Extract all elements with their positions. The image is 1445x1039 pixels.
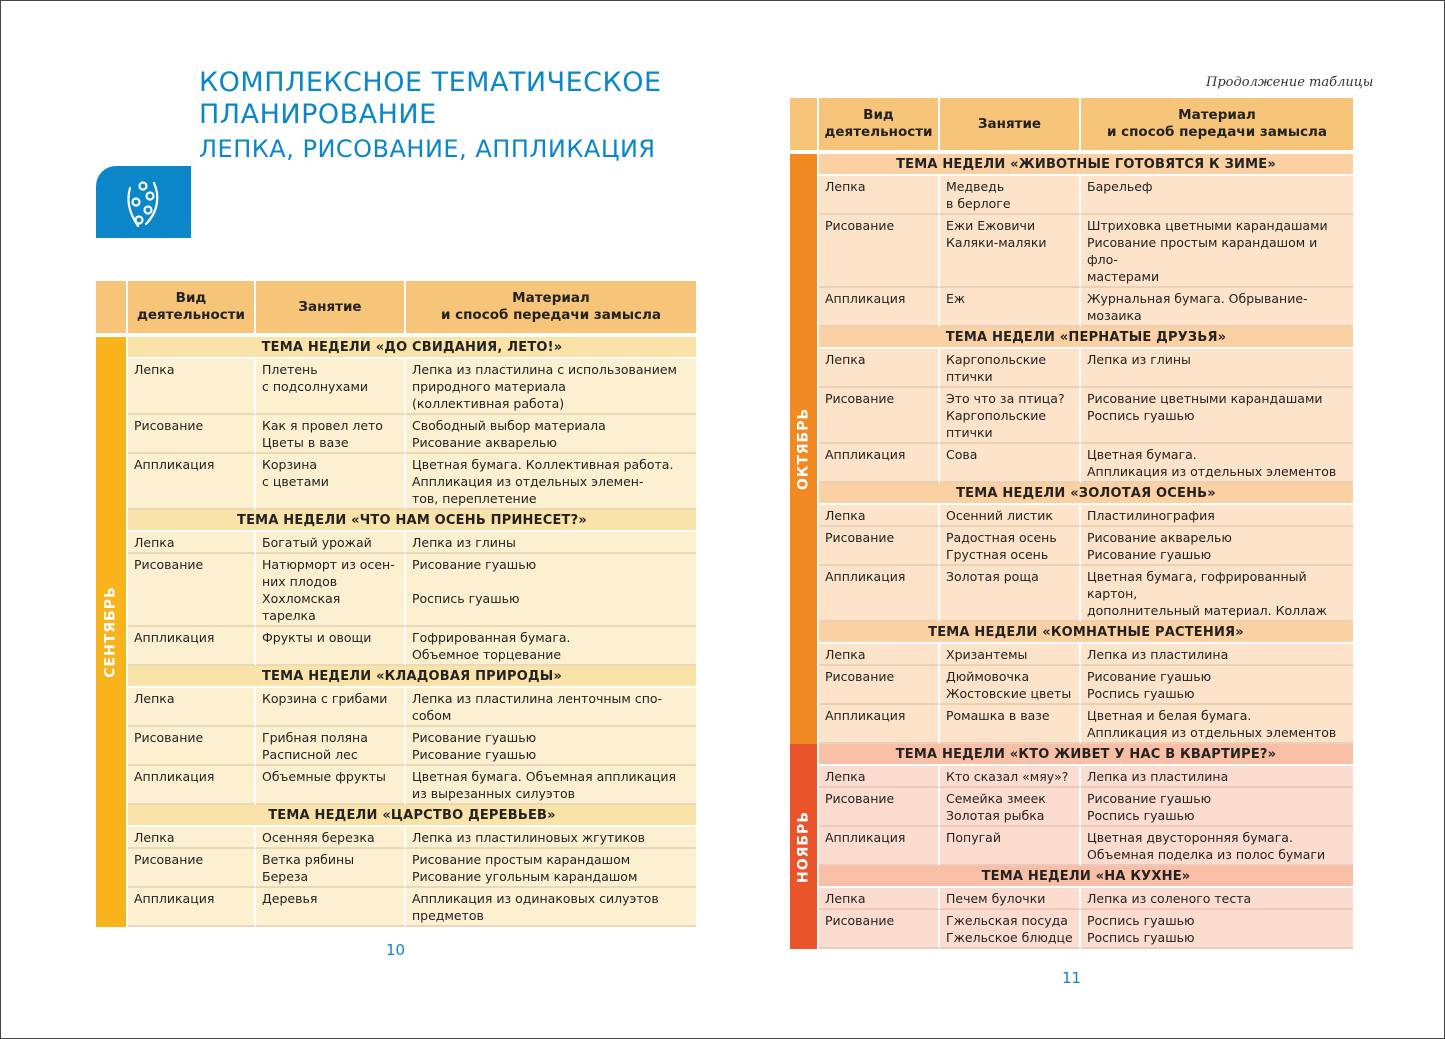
header-blank-cell (96, 281, 128, 333)
lesson-cell: Корзина с грибами (256, 688, 406, 727)
table-row (96, 532, 696, 554)
activity-cell: Рисование (819, 666, 940, 705)
material-cell: Цветная двусторонняя бумага. Объемная поделка из полос бумаги (1081, 827, 1353, 866)
header-lesson: Занятие (256, 281, 406, 333)
table-row (96, 454, 696, 510)
month-label: НОЯБРЬ (795, 810, 811, 883)
table-row (790, 505, 1353, 527)
activity-cell: Аппликация (128, 766, 256, 805)
lesson-cell: Это что за птица? Каргопольские птички (940, 388, 1081, 444)
activity-cell: Аппликация (819, 288, 940, 327)
activity-cell: Рисование (819, 215, 940, 288)
week-theme: ТЕМА НЕДЕЛИ «ДО СВИДАНИЯ, ЛЕТО!» (128, 337, 696, 359)
week-theme: ТЕМА НЕДЕЛИ «КЛАДОВАЯ ПРИРОДЫ» (128, 666, 696, 688)
material-cell: Лепка из глины (406, 532, 696, 554)
lesson-cell: Осенний листик (940, 505, 1081, 527)
lesson-cell: Кто сказал «мяу»? (940, 766, 1081, 788)
continuation-note: Продолжение таблицы (1206, 75, 1374, 90)
lesson-cell: Ветка рябины Береза (256, 849, 406, 888)
material-cell: Штриховка цветными карандашами Рисование простым карандашом и фло- мастерами (1081, 215, 1353, 288)
lesson-cell: Радостная осень Грустная осень (940, 527, 1081, 566)
table-row (790, 666, 1353, 705)
activity-cell: Рисование (819, 910, 940, 949)
activity-cell: Рисование (128, 727, 256, 766)
lesson-cell: Сова (940, 444, 1081, 483)
lesson-cell: Еж (940, 288, 1081, 327)
activity-cell: Аппликация (819, 444, 940, 483)
table-row (790, 349, 1353, 388)
lesson-cell: Осенняя березка (256, 827, 406, 849)
theme-row (96, 666, 696, 688)
activity-cell: Аппликация (128, 888, 256, 927)
title-line-2: ПЛАНИРОВАНИЕ (199, 99, 437, 130)
material-cell: Лепка из пластилина (1081, 644, 1353, 666)
material-cell: Цветная бумага. Аппликация из отдельных элементов (1081, 444, 1353, 483)
table-row (96, 415, 696, 454)
month-label: ОКТЯБРЬ (795, 407, 811, 491)
material-cell: Цветная бумага. Объемная аппликация из вырезанных силуэтов (406, 766, 696, 805)
lesson-cell: Деревья (256, 888, 406, 927)
theme-row (790, 866, 1353, 888)
material-cell: Цветная бумага. Коллективная работа. Аппликация из отдельных элемен- тов, переплетение (406, 454, 696, 510)
lesson-cell: Дюймовочка Жостовские цветы (940, 666, 1081, 705)
week-theme: ТЕМА НЕДЕЛИ «ЦАРСТВО ДЕРЕВЬЕВ» (128, 805, 696, 827)
lesson-cell: Объемные фрукты (256, 766, 406, 805)
table-row (96, 827, 696, 849)
table-row (96, 627, 696, 666)
material-cell: Рисование акварелью Рисование гуашью (1081, 527, 1353, 566)
theme-row (96, 805, 696, 827)
lesson-cell: Грибная поляна Расписной лес (256, 727, 406, 766)
activity-cell: Лепка (819, 505, 940, 527)
material-cell: Цветная бумага, гофрированный картон, дополнительный материал. Коллаж (1081, 566, 1353, 622)
month-label-cell (790, 744, 819, 949)
month-label-cell (790, 154, 819, 744)
week-theme: ТЕМА НЕДЕЛИ «ПЕРНАТЫЕ ДРУЗЬЯ» (819, 327, 1353, 349)
activity-cell: Лепка (819, 888, 940, 910)
lesson-cell: Медведь в берлоге (940, 176, 1081, 215)
table-row (96, 849, 696, 888)
lesson-cell: Печем булочки (940, 888, 1081, 910)
material-cell: Лепка из пластилиновых жгутиков (406, 827, 696, 849)
header-lesson: Занятие (940, 98, 1081, 150)
activity-cell: Рисование (128, 554, 256, 627)
material-cell: Свободный выбор материала Рисование акварелью (406, 415, 696, 454)
material-cell: Лепка из пластилина с использованием природного материала (коллективная работа) (406, 359, 696, 415)
left-plan-table (96, 281, 696, 927)
lesson-cell: Семейка змеек Золотая рыбка (940, 788, 1081, 827)
material-cell: Рисование гуашью Роспись гуашью (1081, 788, 1353, 827)
week-theme: ТЕМА НЕДЕЛИ «НА КУХНЕ» (819, 866, 1353, 888)
table-row (790, 444, 1353, 483)
chain-ornament-icon (124, 178, 164, 228)
page-subtitle: ЛЕПКА, РИСОВАНИЕ, АППЛИКАЦИЯ (199, 135, 656, 163)
right-plan-table (790, 98, 1353, 949)
activity-cell: Аппликация (128, 454, 256, 510)
activity-cell: Аппликация (819, 827, 940, 866)
activity-cell: Аппликация (128, 627, 256, 666)
week-theme: ТЕМА НЕДЕЛИ «ЖИВОТНЫЕ ГОТОВЯТСЯ К ЗИМЕ» (819, 154, 1353, 176)
material-cell: Барельеф (1081, 176, 1353, 215)
header-activity: Вид деятельности (128, 281, 256, 333)
material-cell: Рисование гуашью Рисование гуашью (406, 727, 696, 766)
lesson-cell: Как я провел лето Цветы в вазе (256, 415, 406, 454)
page-number-right: 11 (1062, 969, 1082, 987)
lesson-cell: Ежи Ежовичи Каляки-маляки (940, 215, 1081, 288)
material-cell: Лепка из соленого теста (1081, 888, 1353, 910)
lesson-cell: Гжельская посуда Гжельское блюдце (940, 910, 1081, 949)
table-row (790, 527, 1353, 566)
material-cell: Рисование гуашью Роспись гуашью (406, 554, 696, 627)
lesson-cell: Каргопольские птички (940, 349, 1081, 388)
lesson-cell: Корзина с цветами (256, 454, 406, 510)
material-cell: Цветная и белая бумага. Аппликация из отдельных элементов (1081, 705, 1353, 744)
material-cell: Лепка из глины (1081, 349, 1353, 388)
week-theme: ТЕМА НЕДЕЛИ «ЗОЛОТАЯ ОСЕНЬ» (819, 483, 1353, 505)
activity-cell: Лепка (128, 688, 256, 727)
theme-row (790, 327, 1353, 349)
lesson-cell: Богатый урожай (256, 532, 406, 554)
month-label-cell (96, 337, 128, 927)
activity-cell: Рисование (819, 388, 940, 444)
week-theme: ТЕМА НЕДЕЛИ «КОМНАТНЫЕ РАСТЕНИЯ» (819, 622, 1353, 644)
lesson-cell: Натюрморт из осен- них плодов Хохломская тарелка (256, 554, 406, 627)
table-row (790, 176, 1353, 215)
table-row (790, 644, 1353, 666)
material-cell: Рисование цветными карандашами Роспись гуашью (1081, 388, 1353, 444)
activity-cell: Лепка (819, 644, 940, 666)
material-cell: Журнальная бумага. Обрывание- мозаика (1081, 288, 1353, 327)
table-row (790, 766, 1353, 788)
lesson-cell: Хризантемы (940, 644, 1081, 666)
theme-row (790, 483, 1353, 505)
theme-row (96, 510, 696, 532)
material-cell: Рисование простым карандашом Рисование угольным карандашом (406, 849, 696, 888)
page-title (199, 67, 662, 165)
month-label: СЕНТЯБРЬ (102, 586, 119, 678)
theme-row (790, 622, 1353, 644)
material-cell: Лепка из пластилина ленточным спо- собом (406, 688, 696, 727)
table-row (790, 566, 1353, 622)
activity-cell: Аппликация (819, 566, 940, 622)
table-row (790, 910, 1353, 949)
material-cell: Лепка из пластилина (1081, 766, 1353, 788)
activity-cell: Рисование (128, 849, 256, 888)
material-cell: Гофрированная бумага. Объемное торцевание (406, 627, 696, 666)
activity-cell: Лепка (819, 766, 940, 788)
theme-row (790, 744, 1353, 766)
table-row (790, 288, 1353, 327)
header-blank-cell (790, 98, 819, 150)
header-material: Материал и способ передачи замысла (406, 281, 696, 333)
table-row (96, 359, 696, 415)
page-number-left: 10 (386, 941, 406, 959)
lesson-cell: Плетень с подсолнухами (256, 359, 406, 415)
material-cell: Пластилинография (1081, 505, 1353, 527)
header-activity: Вид деятельности (819, 98, 940, 150)
lesson-cell: Попугай (940, 827, 1081, 866)
table-row (790, 788, 1353, 827)
activity-cell: Лепка (128, 359, 256, 415)
activity-cell: Лепка (128, 532, 256, 554)
week-theme: ТЕМА НЕДЕЛИ «КТО ЖИВЕТ У НАС В КВАРТИРЕ?» (819, 744, 1353, 766)
theme-row (790, 154, 1353, 176)
lesson-cell: Ромашка в вазе (940, 705, 1081, 744)
title-line-1: КОМПЛЕКСНОЕ ТЕМАТИЧЕСКОЕ (199, 67, 662, 98)
week-theme: ТЕМА НЕДЕЛИ «ЧТО НАМ ОСЕНЬ ПРИНЕСЕТ?» (128, 510, 696, 532)
material-cell: Аппликация из одинаковых силуэтов предметов (406, 888, 696, 927)
table-row (96, 766, 696, 805)
activity-cell: Лепка (819, 176, 940, 215)
activity-cell: Рисование (128, 415, 256, 454)
table-row (790, 827, 1353, 866)
theme-row (96, 337, 696, 359)
header-material: Материал и способ передачи замысла (1081, 98, 1353, 150)
table-row (96, 727, 696, 766)
table-row (790, 388, 1353, 444)
activity-cell: Рисование (819, 527, 940, 566)
activity-cell: Лепка (819, 349, 940, 388)
activity-cell: Аппликация (819, 705, 940, 744)
lesson-cell: Фрукты и овощи (256, 627, 406, 666)
table-row (96, 688, 696, 727)
table-row (96, 554, 696, 627)
section-logo (96, 166, 191, 238)
activity-cell: Рисование (819, 788, 940, 827)
material-cell: Роспись гуашью Роспись гуашью (1081, 910, 1353, 949)
table-row (790, 888, 1353, 910)
table-row (790, 215, 1353, 288)
lesson-cell: Золотая роща (940, 566, 1081, 622)
table-row (790, 705, 1353, 744)
activity-cell: Лепка (128, 827, 256, 849)
material-cell: Рисование гуашью Роспись гуашью (1081, 666, 1353, 705)
table-row (96, 888, 696, 927)
